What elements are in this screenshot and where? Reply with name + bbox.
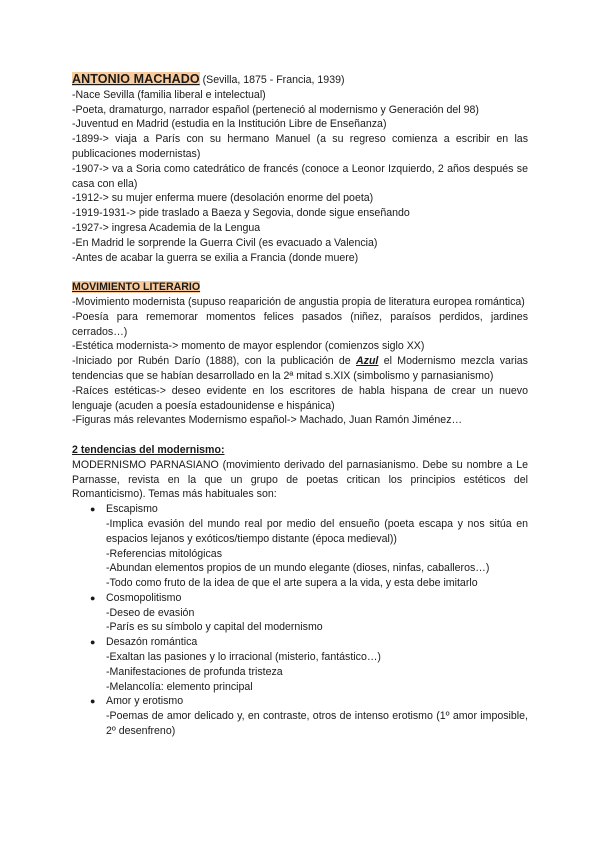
section-heading-movimiento: MOVIMIENTO LITERARIO bbox=[72, 281, 201, 294]
movimiento-line: -Iniciado por Rubén Darío (1888), con la publicación de Azul el Modernismo mezcla varias tendencias que se habían desarrollado en la 2ª mitad s.XIX (simbolismo y parnasianismo) bbox=[72, 355, 528, 382]
bullet-label: Desazón romántica bbox=[106, 636, 198, 649]
bio-line: -Juventud en Madrid (estudia en la Institución Libre de Enseñanza) bbox=[72, 118, 387, 131]
movimiento-line: -Raíces estéticas-> deseo evidente en los escritores de habla hispana de crear un nuevo lenguaje (acuden a poesía estadounidense e hispánica) bbox=[72, 384, 528, 412]
bio-line: -Nace Sevilla (familia liberal e intelectual) bbox=[72, 88, 266, 101]
list-item bbox=[72, 694, 528, 738]
bio-line: -1907-> va a Soria como catedrático de francés (conoce a Leonor Izquierdo, 2 años después se casa con ella) bbox=[72, 162, 528, 190]
title-line bbox=[72, 72, 528, 88]
bullet-sub: -Melancolía: elemento principal bbox=[106, 680, 253, 693]
bullet-icon: ● bbox=[90, 504, 96, 515]
bio-line: -1899-> viaja a París con su hermano Manuel (a su regreso comienza a escribir en las publicaciones modernistas) bbox=[72, 133, 528, 160]
bullet-icon: ● bbox=[90, 696, 96, 707]
list-item bbox=[72, 635, 528, 694]
spacer bbox=[72, 428, 528, 443]
bio-line: -Poeta, dramaturgo, narrador español (perteneció al modernismo y Generación del 98) bbox=[72, 103, 479, 116]
bullet-sub: -Referencias mitológicas bbox=[106, 547, 222, 560]
movimiento-line: -Figuras más relevantes Modernismo español-> Machado, Juan Ramón Jiménez… bbox=[72, 414, 463, 427]
bullet-label: Cosmopolitismo bbox=[106, 591, 182, 604]
azul-title: Azul bbox=[356, 355, 379, 368]
spacer bbox=[72, 265, 528, 280]
page-title: ANTONIO MACHADO bbox=[72, 72, 200, 86]
bio-line: -En Madrid le sorprende la Guerra Civil (es evacuado a Valencia) bbox=[72, 236, 378, 249]
document-page bbox=[72, 72, 528, 739]
movimiento-line: -Estética modernista-> momento de mayor esplendor (comienzos siglo XX) bbox=[72, 340, 425, 353]
bullet-sub: -Exaltan las pasiones y lo irracional (misterio, fantástico…) bbox=[106, 651, 381, 664]
bio-line: -1927-> ingresa Academia de la Lengua bbox=[72, 221, 261, 234]
list-item bbox=[72, 502, 528, 591]
bullet-sub: -Deseo de evasión bbox=[106, 606, 195, 619]
movimiento-line: -Poesía para rememorar momentos felices pasados (niñez, paraísos perdidos, jardines cerrados…) bbox=[72, 310, 528, 338]
bullet-sub: -Poemas de amor delicado y, en contraste, otros de intenso erotismo (1º amor imposible, 2º desenfreno) bbox=[106, 710, 528, 738]
movimiento-line: -Movimiento modernista (supuso reaparición de angustia propia de literatura europea romántica) bbox=[72, 295, 525, 308]
bio-line: -1919-1931-> pide traslado a Baeza y Segovia, donde sigue enseñando bbox=[72, 207, 410, 220]
page-subtitle: (Sevilla, 1875 - Francia, 1939) bbox=[199, 74, 345, 86]
section-heading-tendencias: 2 tendencias del modernismo: bbox=[72, 443, 225, 456]
bullet-label: Escapismo bbox=[106, 503, 158, 516]
bullet-sub: -Todo como fruto de la idea de que el arte supera a la vida, y esta debe imitarlo bbox=[106, 577, 478, 590]
bullet-icon: ● bbox=[90, 592, 96, 603]
bullet-sub: -Abundan elementos propios de un mundo elegante (dioses, ninfas, caballeros…) bbox=[106, 562, 490, 575]
bullet-sub: -Implica evasión del mundo real por medio del ensueño (poeta escapa y nos sitúa en espacios lejanos y exóticos/tiempo distante (época medieval)) bbox=[106, 517, 528, 545]
list-item bbox=[72, 591, 528, 635]
bullet-label: Amor y erotismo bbox=[106, 695, 184, 708]
bullet-icon: ● bbox=[90, 637, 96, 648]
bio-line: -Antes de acabar la guerra se exilia a Francia (donde muere) bbox=[72, 251, 359, 264]
bio-line: -1912-> su mujer enferma muere (desolación enorme del poeta) bbox=[72, 192, 374, 205]
tendencias-intro: MODERNISMO PARNASIANO (movimiento derivado del parnasianismo. Debe su nombre a Le Parnasse, revista en la que un grupo de poetas critican los principios estéticos del Romanticismo). Temas más habituales son: bbox=[72, 458, 528, 501]
bullet-sub: -Manifestaciones de profunda tristeza bbox=[106, 665, 283, 678]
bullet-sub: -París es su símbolo y capital del modernismo bbox=[106, 621, 323, 634]
tendencias-list bbox=[72, 502, 528, 739]
